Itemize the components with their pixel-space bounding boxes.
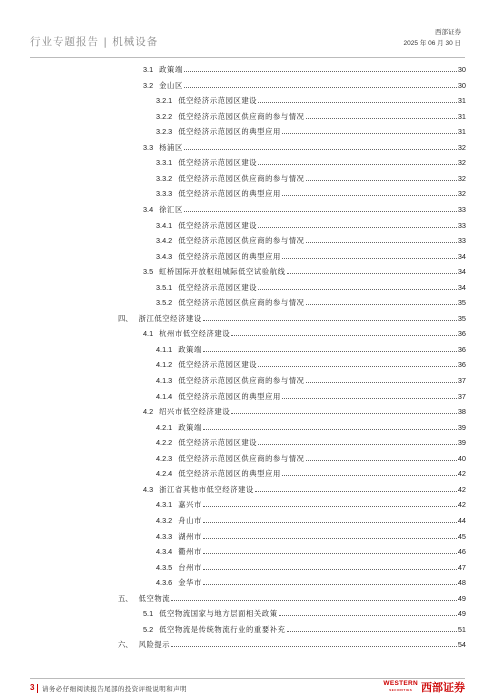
toc-entry-number: 4.1.3	[156, 376, 173, 385]
disclaimer-text: 请务必仔细阅读报告尾部的投资评级说明和声明	[42, 685, 187, 693]
toc-leader-dots	[203, 553, 457, 554]
toc-entry-title: 政策端	[159, 65, 183, 74]
toc-entry-page: 32	[457, 158, 466, 168]
toc-entry-page: 36	[457, 329, 466, 339]
toc-leader-dots	[306, 460, 457, 461]
toc-entry-page: 34	[457, 282, 466, 292]
toc-entry[interactable]	[156, 278, 466, 292]
toc-entry[interactable]	[156, 122, 466, 136]
toc-leader-dots	[282, 258, 457, 259]
toc-entry-title: 政策端	[178, 344, 202, 354]
toc-entry[interactable]	[118, 589, 466, 603]
toc-entry-title: 台州市	[178, 562, 202, 572]
toc-entry[interactable]	[118, 635, 466, 649]
toc-leader-dots	[231, 335, 457, 336]
toc-entry-page: 42	[457, 500, 466, 510]
toc-leader-dots	[203, 584, 457, 585]
toc-entry-number: 3.4.2	[156, 236, 173, 246]
toc-entry[interactable]	[156, 216, 466, 230]
toc-entry-number: 3.2	[143, 80, 154, 90]
toc-entry-number: 5.1	[143, 609, 154, 619]
toc-entry[interactable]	[156, 527, 466, 541]
toc-entry[interactable]	[156, 387, 466, 401]
toc-leader-dots	[258, 366, 457, 367]
toc-entry-number: 4.3.1	[156, 500, 173, 510]
toc-entry-page: 36	[457, 360, 466, 370]
toc-entry[interactable]	[156, 293, 466, 307]
toc-leader-dots	[203, 429, 457, 430]
toc-entry-number: 5.2	[143, 624, 154, 634]
toc-entry-number: 3.2.2	[156, 111, 173, 121]
toc-entry-number: 4.1	[143, 329, 154, 339]
toc-entry-page: 32	[457, 173, 466, 183]
toc-entry-title: 湖州市	[178, 531, 202, 541]
toc-entry-title: 低空物流	[138, 593, 171, 603]
toc-leader-dots	[203, 351, 457, 352]
toc-entry-title: 低空经济示范园区建设	[178, 220, 258, 230]
toc-leader-dots	[258, 227, 457, 228]
toc-entry-page: 49	[457, 609, 466, 619]
toc-leader-dots	[306, 382, 457, 383]
toc-entry-number: 3.4	[143, 204, 154, 214]
toc-leader-dots	[184, 211, 457, 212]
toc-entry-page: 37	[457, 391, 466, 401]
toc-leader-dots	[203, 522, 457, 523]
toc-entry-number: 4.2	[143, 407, 154, 417]
toc-entry-page: 54	[457, 640, 466, 650]
toc-entry[interactable]	[156, 495, 466, 509]
toc-entry-title: 绍兴市低空经济建设	[159, 407, 231, 417]
header-company: 西部证券	[435, 29, 461, 36]
toc-leader-dots	[171, 600, 457, 601]
toc-leader-dots	[306, 242, 457, 243]
toc-entry-title: 徐汇区	[159, 204, 183, 214]
toc-entry[interactable]	[143, 262, 466, 276]
toc-entry-number: 3.3.3	[156, 189, 173, 199]
toc-entry-page: 33	[457, 204, 466, 214]
toc-entry[interactable]	[143, 402, 466, 416]
toc-entry[interactable]	[156, 107, 466, 121]
toc-leader-dots	[279, 615, 457, 616]
toc-entry-title: 浙江省其他市低空经济建设	[159, 484, 254, 494]
toc-leader-dots	[255, 491, 457, 492]
toc-entry[interactable]	[156, 184, 466, 198]
toc-entry[interactable]	[143, 76, 466, 90]
footer-divider	[30, 678, 465, 679]
toc-entry[interactable]	[156, 247, 466, 261]
toc-entry-number: 4.3.2	[156, 515, 173, 525]
toc-entry-page: 34	[457, 267, 466, 277]
toc-entry-number: 3.1	[143, 65, 154, 74]
toc-entry-number: 4.1.1	[156, 344, 173, 354]
toc-entry-page: 36	[457, 344, 466, 354]
toc-entry-title: 低空经济示范园区的典型应用	[178, 469, 281, 479]
toc-entry[interactable]	[143, 200, 466, 214]
toc-entry-title: 虹桥国际开放枢纽城际低空试验航线	[159, 267, 286, 277]
toc-entry-page: 38	[457, 407, 466, 417]
toc-leader-dots	[287, 273, 457, 274]
report-category: 行业专题报告 | 机械设备	[30, 36, 159, 48]
toc-entry[interactable]	[156, 573, 466, 587]
toc-entry-page: 33	[457, 220, 466, 230]
toc-leader-dots	[184, 87, 457, 88]
toc-leader-dots	[306, 180, 457, 181]
toc-entry-number: 3.5.1	[156, 282, 173, 292]
logo-chinese: 西部证券	[421, 681, 465, 694]
toc-entry-number: 3.3.2	[156, 173, 173, 183]
logo-english: WESTERN SECURITIES	[383, 680, 418, 692]
toc-entry-number: 3.5	[143, 267, 154, 277]
toc-leader-dots	[203, 320, 457, 321]
toc-entry-title: 嘉兴市	[178, 500, 202, 510]
toc-entry[interactable]	[156, 355, 466, 369]
toc-entry[interactable]	[156, 511, 466, 525]
toc-leader-dots	[282, 475, 457, 476]
toc-entry[interactable]	[156, 433, 466, 447]
toc-leader-dots	[306, 118, 457, 119]
toc-entry[interactable]	[156, 558, 466, 572]
toc-entry-title: 政策端	[178, 422, 202, 432]
toc-leader-dots	[184, 149, 457, 150]
toc-entry[interactable]	[143, 480, 466, 494]
toc-entry[interactable]	[118, 309, 466, 323]
toc-entry-page: 51	[457, 624, 466, 634]
toc-entry-title: 浙江低空经济建设	[138, 313, 202, 323]
toc-entry-number: 4.3.5	[156, 562, 173, 572]
toc-entry-number: 4.3.6	[156, 578, 173, 588]
toc-entry-number: 3.4.1	[156, 220, 173, 230]
toc-entry-page: 42	[457, 484, 466, 494]
toc-leader-dots	[184, 71, 457, 72]
toc-entry[interactable]	[156, 169, 466, 183]
toc-leader-dots	[282, 398, 457, 399]
toc-leader-dots	[203, 506, 457, 507]
toc-entry-title: 低空经济示范园区供应商的参与情况	[178, 376, 305, 385]
toc-entry-page: 47	[457, 562, 466, 572]
toc-entry-number: 五、	[118, 593, 133, 603]
toc-entry[interactable]	[156, 542, 466, 556]
toc-entry-number: 4.2.1	[156, 422, 173, 432]
toc-entry-page: 39	[457, 438, 466, 448]
toc-entry-number: 四、	[118, 313, 133, 323]
toc-entry[interactable]	[156, 449, 466, 463]
toc-entry-title: 舟山市	[178, 515, 202, 525]
toc-entry-title: 杭州市低空经济建设	[159, 329, 231, 339]
toc-entry-page: 39	[457, 422, 466, 432]
toc-entry-title: 低空经济示范园区的典型应用	[178, 127, 281, 137]
toc-entry[interactable]	[156, 231, 466, 245]
toc-entry-title: 低空经济示范园区供应商的参与情况	[178, 298, 305, 308]
toc-entry-title: 低空经济示范园区建设	[178, 282, 258, 292]
toc-entry-title: 低空经济示范园区供应商的参与情况	[178, 111, 305, 121]
toc-entry-number: 4.3.3	[156, 531, 173, 541]
toc-entry-title: 低空经济示范园区建设	[178, 158, 258, 168]
toc-entry[interactable]	[156, 91, 466, 105]
toc-entry-title: 低空经济示范园区建设	[178, 96, 258, 106]
toc-entry-title: 低空物流国家与地方层面相关政策	[159, 609, 278, 619]
toc-leader-dots	[203, 569, 457, 570]
toc-entry-page: 30	[457, 65, 466, 74]
toc-entry[interactable]	[143, 620, 466, 634]
toc-entry-page: 31	[457, 111, 466, 121]
toc-entry-number: 4.2.4	[156, 469, 173, 479]
toc-entry-page: 40	[457, 453, 466, 463]
toc-entry-page: 46	[457, 547, 466, 557]
page-number: 3	[30, 683, 35, 692]
toc-leader-dots	[203, 538, 457, 539]
toc-entry-number: 3.2.1	[156, 96, 173, 106]
toc-entry-number: 4.1.4	[156, 391, 173, 401]
toc-entry-title: 金山区	[159, 80, 183, 90]
toc-entry-title: 低空经济示范园区的典型应用	[178, 251, 281, 261]
toc-entry-title: 低空经济示范园区供应商的参与情况	[178, 453, 305, 463]
toc-entry[interactable]	[143, 604, 466, 618]
toc-leader-dots	[282, 195, 457, 196]
toc-entry-title: 低空经济示范园区的典型应用	[178, 391, 281, 401]
header-divider	[30, 57, 465, 58]
toc-entry[interactable]	[156, 418, 466, 432]
toc-leader-dots	[231, 413, 457, 414]
toc-entry-page: 42	[457, 469, 466, 479]
toc-entry-number: 六、	[118, 640, 133, 650]
toc-entry-title: 低空经济示范园区的典型应用	[178, 189, 281, 199]
header-meta	[404, 27, 461, 49]
toc-entry[interactable]	[143, 138, 466, 152]
toc-entry-title: 低空经济示范园区供应商的参与情况	[178, 173, 305, 183]
western-securities-logo	[383, 680, 465, 694]
toc-entry-number: 3.3.1	[156, 158, 173, 168]
toc-entry[interactable]	[143, 324, 466, 338]
toc-entry-number: 4.2.2	[156, 438, 173, 448]
toc-leader-dots	[306, 304, 457, 305]
toc-entry-title: 杨浦区	[159, 142, 183, 152]
toc-entry-number: 4.2.3	[156, 453, 173, 463]
toc-entry-number: 4.1.2	[156, 360, 173, 370]
toc-entry-page: 35	[457, 313, 466, 323]
toc-entry-page: 32	[457, 142, 466, 152]
toc-leader-dots	[258, 289, 457, 290]
toc-entry-title: 低空物流是传统物流行业的重要补充	[159, 624, 286, 634]
toc-entry-title: 金华市	[178, 578, 202, 588]
toc-entry-page: 35	[457, 298, 466, 308]
toc-entry-page: 34	[457, 251, 466, 261]
toc-entry-number: 3.4.3	[156, 251, 173, 261]
toc-leader-dots	[287, 631, 457, 632]
toc-leader-dots	[258, 164, 457, 165]
toc-entry-number: 3.5.2	[156, 298, 173, 308]
toc-leader-dots	[282, 133, 457, 134]
toc-entry[interactable]	[156, 371, 466, 385]
toc-entry-page: 31	[457, 96, 466, 106]
toc-entry-page: 49	[457, 593, 466, 603]
toc-entry-page: 30	[457, 80, 466, 90]
header-date: 2025 年 06 月 30 日	[403, 40, 461, 47]
toc-entry-page: 33	[457, 236, 466, 246]
toc-entry-title: 低空经济示范园区供应商的参与情况	[178, 236, 305, 246]
toc-entry-page: 31	[457, 127, 466, 137]
toc-entry[interactable]	[156, 464, 466, 478]
toc-entry-number: 3.2.3	[156, 127, 173, 137]
toc-entry-number: 4.3.4	[156, 547, 173, 557]
toc-entry[interactable]	[156, 340, 466, 354]
toc-entry-page: 32	[457, 189, 466, 199]
toc-leader-dots	[171, 646, 457, 647]
toc-entry-number: 3.3	[143, 142, 154, 152]
toc-entry-number: 4.3	[143, 484, 154, 494]
toc-entry-title: 风险提示	[138, 640, 171, 650]
toc-leader-dots	[258, 102, 457, 103]
toc-entry-title: 衢州市	[178, 547, 202, 557]
toc-entry-page: 37	[457, 376, 466, 385]
toc-entry-title: 低空经济示范园区建设	[178, 438, 258, 448]
footer-separator	[37, 684, 38, 693]
toc-entry-page: 48	[457, 578, 466, 588]
toc-entry-page: 45	[457, 531, 466, 541]
toc-entry[interactable]	[143, 60, 466, 74]
toc-entry[interactable]	[156, 153, 466, 167]
toc-entry-title: 低空经济示范园区建设	[178, 360, 258, 370]
toc-entry-page: 44	[457, 515, 466, 525]
toc-leader-dots	[258, 444, 457, 445]
